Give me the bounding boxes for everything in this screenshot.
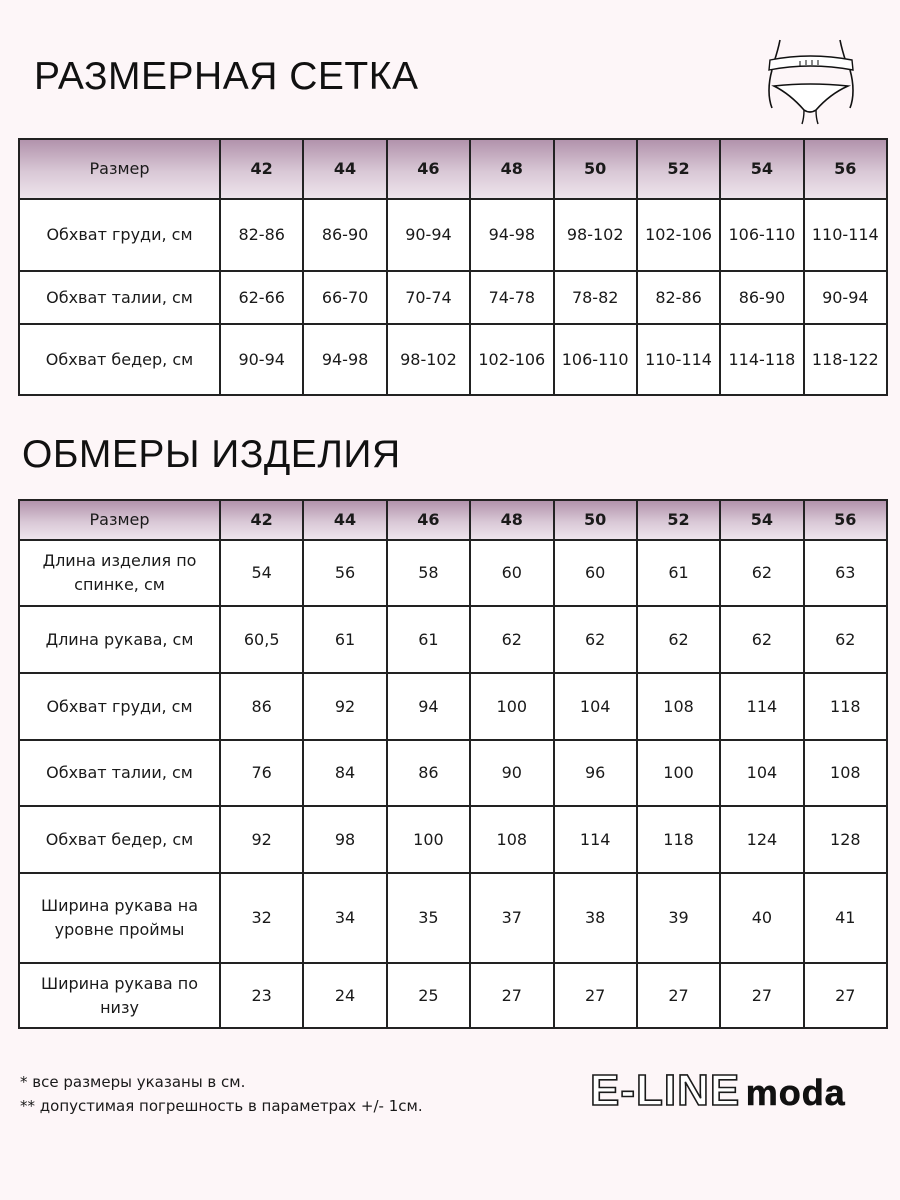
table-cell: 62 <box>637 606 720 673</box>
table-cell: 24 <box>303 963 386 1028</box>
table-cell: 38 <box>554 873 637 963</box>
footnotes <box>20 1070 423 1118</box>
table-cell: 84 <box>303 740 386 806</box>
measuring-tape-figure-icon <box>760 36 860 126</box>
table-cell: 27 <box>554 963 637 1028</box>
table-cell: 27 <box>804 963 887 1028</box>
table-cell: 94-98 <box>470 199 553 271</box>
table-header-row <box>19 500 887 540</box>
footnote-units: * все размеры указаны в см. <box>20 1073 246 1091</box>
table-cell: 40 <box>720 873 803 963</box>
size-chart-title: РАЗМЕРНАЯ СЕТКА <box>34 55 419 98</box>
table-cell: 108 <box>804 740 887 806</box>
table-cell: 100 <box>637 740 720 806</box>
table-cell: 34 <box>303 873 386 963</box>
row-label: Обхват талии, см <box>19 271 220 324</box>
size-header-cell: 56 <box>804 139 887 199</box>
row-label: Ширина рукава по низу <box>19 963 220 1028</box>
brand-logo <box>590 1066 846 1116</box>
table-row <box>19 740 887 806</box>
table-cell: 104 <box>554 673 637 740</box>
table-cell: 27 <box>720 963 803 1028</box>
size-header-cell: 48 <box>470 500 553 540</box>
table-cell: 90-94 <box>220 324 303 395</box>
brand-sub: moda <box>745 1072 846 1113</box>
table-cell: 63 <box>804 540 887 606</box>
table-cell: 90 <box>470 740 553 806</box>
size-header-cell: 44 <box>303 500 386 540</box>
table-cell: 106-110 <box>554 324 637 395</box>
row-label: Длина рукава, см <box>19 606 220 673</box>
table-row <box>19 873 887 963</box>
table-cell: 41 <box>804 873 887 963</box>
table-row <box>19 540 887 606</box>
table-cell: 118-122 <box>804 324 887 395</box>
table-cell: 110-114 <box>637 324 720 395</box>
table-cell: 108 <box>470 806 553 873</box>
row-label: Обхват талии, см <box>19 740 220 806</box>
table-row <box>19 673 887 740</box>
table-cell: 98-102 <box>554 199 637 271</box>
table-cell: 25 <box>387 963 470 1028</box>
table-cell: 110-114 <box>804 199 887 271</box>
table-cell: 60 <box>554 540 637 606</box>
table-cell: 70-74 <box>387 271 470 324</box>
table-cell: 62 <box>470 606 553 673</box>
size-header-cell: 48 <box>470 139 553 199</box>
table-cell: 102-106 <box>637 199 720 271</box>
table-cell: 92 <box>303 673 386 740</box>
table-row <box>19 606 887 673</box>
table-cell: 94 <box>387 673 470 740</box>
table-cell: 76 <box>220 740 303 806</box>
table-cell: 98-102 <box>387 324 470 395</box>
table-cell: 90-94 <box>387 199 470 271</box>
size-header-cell: 50 <box>554 139 637 199</box>
table-cell: 108 <box>637 673 720 740</box>
table-cell: 54 <box>220 540 303 606</box>
table-cell: 100 <box>470 673 553 740</box>
table-cell: 78-82 <box>554 271 637 324</box>
size-header-cell: 44 <box>303 139 386 199</box>
table-cell: 60,5 <box>220 606 303 673</box>
table-cell: 118 <box>637 806 720 873</box>
table-cell: 62 <box>554 606 637 673</box>
size-header-cell: 52 <box>637 139 720 199</box>
footnote-tolerance: ** допустимая погрешность в параметрах +/- 1см. <box>20 1097 423 1115</box>
size-header-cell: 50 <box>554 500 637 540</box>
table-cell: 23 <box>220 963 303 1028</box>
row-label: Обхват груди, см <box>19 199 220 271</box>
table-cell: 124 <box>720 806 803 873</box>
size-header-cell: 42 <box>220 139 303 199</box>
size-header-cell: 52 <box>637 500 720 540</box>
size-chart-table <box>18 138 888 396</box>
row-label: Обхват бедер, см <box>19 324 220 395</box>
table-cell: 82-86 <box>220 199 303 271</box>
table-cell: 61 <box>387 606 470 673</box>
row-label: Обхват бедер, см <box>19 806 220 873</box>
size-header-cell: 46 <box>387 139 470 199</box>
table-row <box>19 806 887 873</box>
table-row <box>19 324 887 395</box>
size-header-cell: 42 <box>220 500 303 540</box>
table-cell: 66-70 <box>303 271 386 324</box>
table-cell: 27 <box>637 963 720 1028</box>
row-label: Длина изделия по спинке, см <box>19 540 220 606</box>
table-cell: 94-98 <box>303 324 386 395</box>
table-cell: 74-78 <box>470 271 553 324</box>
table-cell: 86 <box>220 673 303 740</box>
table-cell: 102-106 <box>470 324 553 395</box>
table-row <box>19 271 887 324</box>
table-cell: 56 <box>303 540 386 606</box>
table-cell: 62-66 <box>220 271 303 324</box>
table-cell: 61 <box>637 540 720 606</box>
brand-main: E-LINE <box>590 1066 741 1115</box>
table-cell: 114 <box>720 673 803 740</box>
table-row <box>19 963 887 1028</box>
table-cell: 114-118 <box>720 324 803 395</box>
table-cell: 86-90 <box>303 199 386 271</box>
table-cell: 35 <box>387 873 470 963</box>
table-cell: 114 <box>554 806 637 873</box>
table-cell: 100 <box>387 806 470 873</box>
size-header-label: Размер <box>19 139 220 199</box>
table-cell: 62 <box>720 540 803 606</box>
size-header-cell: 54 <box>720 500 803 540</box>
size-header-label: Размер <box>19 500 220 540</box>
size-header-cell: 46 <box>387 500 470 540</box>
size-header-cell: 56 <box>804 500 887 540</box>
table-cell: 86 <box>387 740 470 806</box>
table-cell: 60 <box>470 540 553 606</box>
garment-measurements-title: ОБМЕРЫ ИЗДЕЛИЯ <box>22 433 401 476</box>
table-cell: 98 <box>303 806 386 873</box>
row-label: Обхват груди, см <box>19 673 220 740</box>
table-header-row <box>19 139 887 199</box>
table-cell: 62 <box>720 606 803 673</box>
table-cell: 37 <box>470 873 553 963</box>
size-header-cell: 54 <box>720 139 803 199</box>
row-label: Ширина рукава на уровне проймы <box>19 873 220 963</box>
table-cell: 32 <box>220 873 303 963</box>
table-cell: 61 <box>303 606 386 673</box>
table-cell: 128 <box>804 806 887 873</box>
table-cell: 82-86 <box>637 271 720 324</box>
table-cell: 58 <box>387 540 470 606</box>
table-cell: 118 <box>804 673 887 740</box>
table-cell: 104 <box>720 740 803 806</box>
table-row <box>19 199 887 271</box>
table-cell: 62 <box>804 606 887 673</box>
table-cell: 92 <box>220 806 303 873</box>
table-cell: 27 <box>470 963 553 1028</box>
table-cell: 86-90 <box>720 271 803 324</box>
table-cell: 106-110 <box>720 199 803 271</box>
table-cell: 39 <box>637 873 720 963</box>
garment-measurements-table <box>18 499 888 1029</box>
table-cell: 96 <box>554 740 637 806</box>
table-cell: 90-94 <box>804 271 887 324</box>
